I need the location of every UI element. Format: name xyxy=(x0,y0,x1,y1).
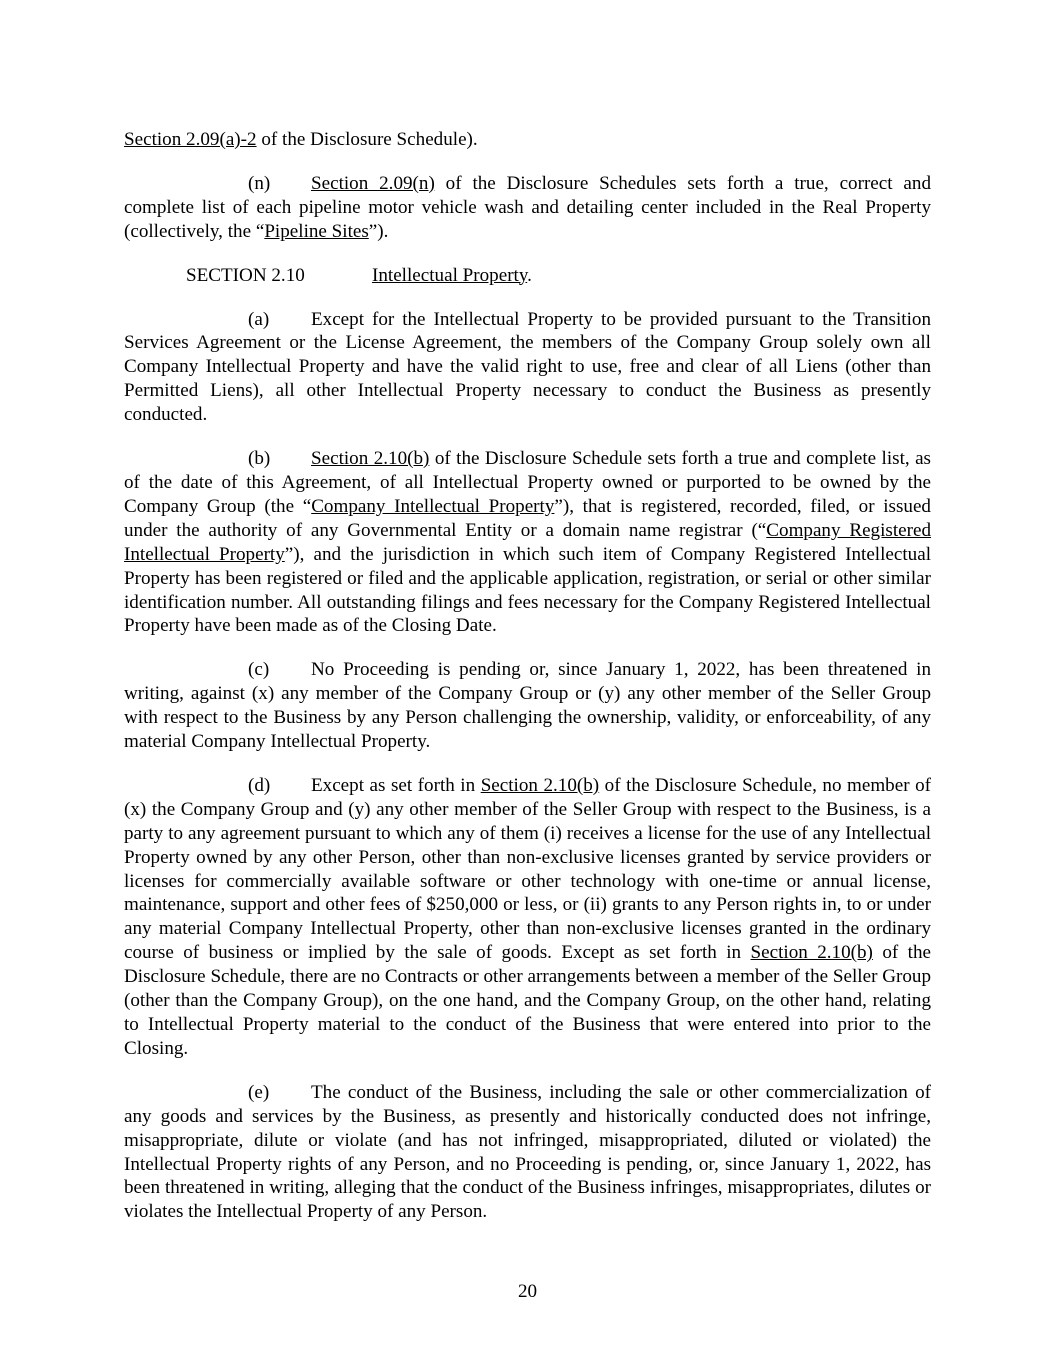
paragraph-marker: (n) xyxy=(248,172,271,194)
section-heading: SECTION 2.10 Intellectual Property. xyxy=(186,264,532,286)
paragraph-e: (e) The conduct of the Business, including the sale or other commercialization of any goods and services by the Business, as presently and historically conducted does not infringe, misappropriate, dilute or violate (and has not infringed, misappropriated, diluted or violated) the Intellectual Property rights of any Person, and no Proceeding is pending, or, since January 1, 2022, has been threatened in writing, alleging that the conduct of the Business infringes, misappropriates, dilutes or violates the Intellectual Property of any Person. xyxy=(124,1081,931,1223)
section-reference: Section 2.09(a)-2 xyxy=(124,129,257,150)
paragraph-marker: (a) xyxy=(248,308,270,330)
document-page xyxy=(124,124,931,1224)
paragraph-a: (a) Except for the Intellectual Property to be provided pursuant to the Transition Services Agreement or the License Agreement, the members of the Company Group solely own all Company Intellectual Property and have the valid right to use, free and clear of all Liens (other than Permitted Liens), all other Intellectual Property necessary to conduct the Business as presently conducted. xyxy=(124,308,931,426)
section-title: Intellectual Property xyxy=(372,264,528,286)
paragraph-d: (d) Except as set forth in Section 2.10(b) of the Disclosure Schedule, no member of (x) the Company Group and (y) any other member of the Seller Group with respect to the Business, is a party to any agreement pursuant to which any of them (i) receives a license for the use of any Intellectual Property owned by any other Person, other than non-exclusive licenses granted by service providers or licenses for commercially available software or other technology with one-time or annual license, maintenance, support and other fees of $250,000 or less, or (ii) grants to any Person rights in, to or under any material Company Intellectual Property, other than non-exclusive licenses granted in the ordinary course of business or implied by the sale of goods. Except as set forth in Section 2.10(b) of the Disclosure Schedule, there are no Contracts or other arrangements between a member of the Seller Group (other than the Company Group), on the one hand, and the Company Group, on the other hand, relating to Intellectual Property material to the conduct of the Business that were entered into prior to the Closing. xyxy=(124,774,931,1059)
section-number: SECTION 2.10 xyxy=(186,264,305,286)
paragraph-c: (c) No Proceeding is pending or, since January 1, 2022, has been threatened in writing, against (x) any member of the Company Group or (y) any other member of the Seller Group with respect to the Business by any Person challenging the ownership, validity, or enforceability, of any material Company Intellectual Property. xyxy=(124,659,931,753)
defined-term: Company Intellectual Property xyxy=(311,495,555,517)
section-reference: Section 2.10(b) xyxy=(750,942,873,964)
section-reference: Section 2.10(b) xyxy=(480,774,600,796)
section-reference: Section 2.09(n) xyxy=(311,172,435,194)
defined-term: Pipeline Sites xyxy=(264,220,369,242)
defined-term: Company Registered Intellectual Property xyxy=(124,519,931,565)
paragraph-n: (n) Section 2.09(n) of the Disclosure Schedules sets forth a true, correct and complete list of each pipeline motor vehicle wash and detailing center included in the Real Property (collectively, the “Pipeline Sites”). xyxy=(124,172,931,242)
section-reference: Section 2.10(b) xyxy=(311,448,430,470)
paragraph-marker: (d) xyxy=(248,774,271,796)
carryover-paragraph: Section 2.09(a)-2 of the Disclosure Schedule). xyxy=(124,129,478,150)
paragraph-marker: (b) xyxy=(248,448,271,470)
paragraph-marker: (c) xyxy=(248,659,270,681)
page-number: 20 xyxy=(517,1281,538,1302)
paragraph-b: (b) Section 2.10(b) of the Disclosure Schedule sets forth a true and complete list, as of the date of this Agreement, of all Intellectual Property owned or purported to be owned by the Company Group (the “Company Intellectual Property”), that is registered, recorded, filed, or issued under the authority of any Governmental Entity or a domain name registrar (“Company Registered Intellectual Property”), and the jurisdiction in which such item of Company Registered Intellectual Property has been registered or filed and the applicable application, registration, or serial or other similar identification number. All outstanding filings and fees necessary for the Company Registered Intellectual Property have been made as of the Closing Date. xyxy=(124,448,931,637)
paragraph-marker: (e) xyxy=(248,1081,270,1103)
